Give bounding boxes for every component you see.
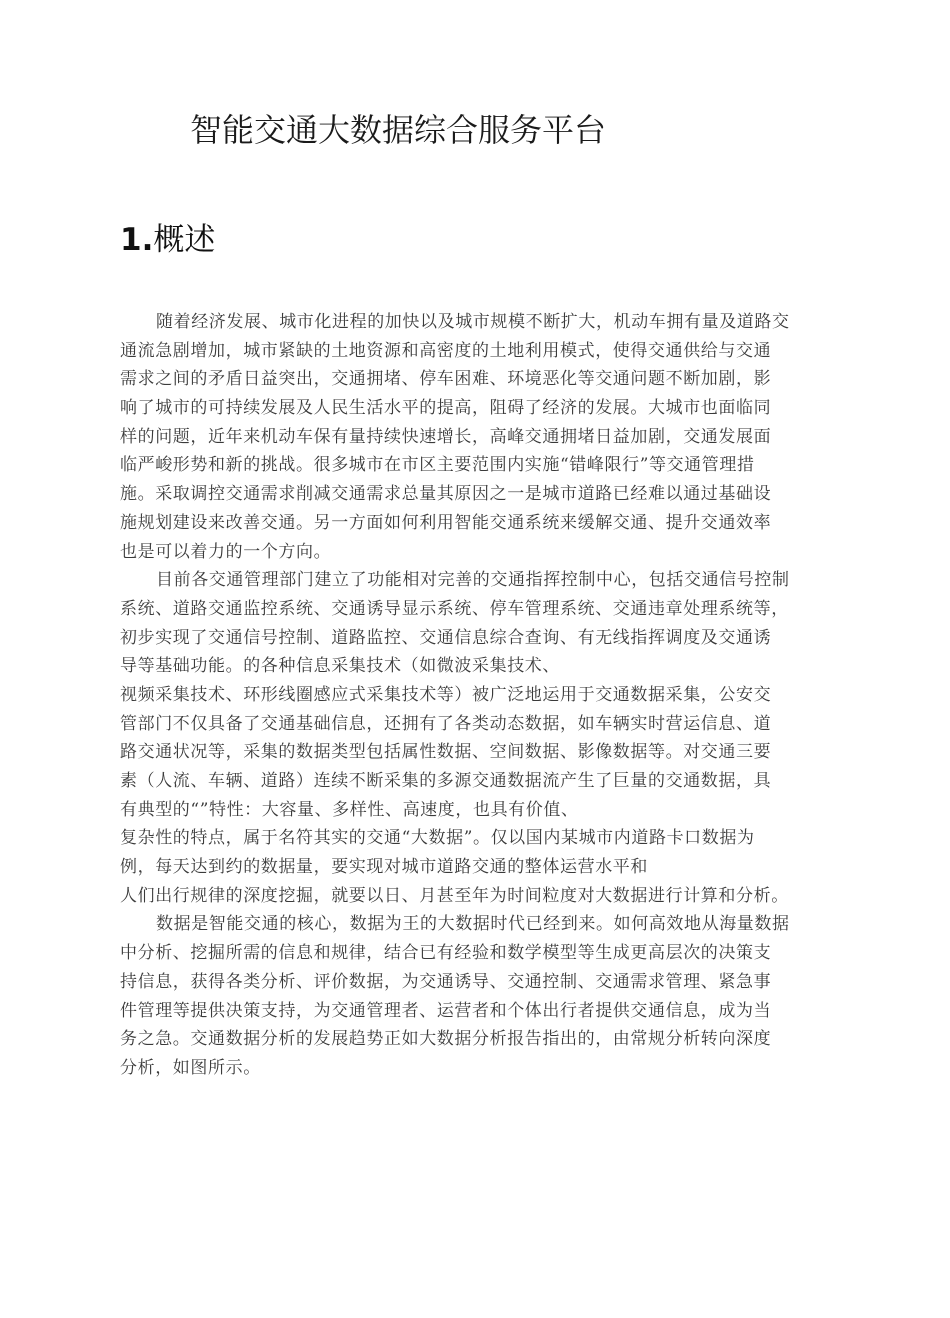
text-line: 系统、道路交通监控系统、交通诱导显示系统、停车管理系统、交通违章处理系统等，	[120, 598, 789, 619]
text-line: 目前各交通管理部门建立了功能相对完善的交通指挥控制中心，包括交通信号控制	[156, 570, 790, 591]
text-line: 例，每天达到约的数据量，要实现对城市道路交通的整体运营水平和	[120, 857, 648, 878]
text-line: 分析，如图所示。	[120, 1057, 261, 1078]
body-text	[120, 308, 840, 1083]
text-line: 需求之间的矛盾日益突出，交通拥堵、停车困难、环境恶化等交通问题不断加剧，影	[120, 369, 772, 390]
text-line: 复杂性的特点，属于名符其实的交通“大数据”。仅以国内某城市内道路卡口数据为	[120, 828, 755, 849]
document-title: 智能交通大数据综合服务平台	[190, 111, 607, 149]
text-line: 初步实现了交通信号控制、道路监控、交通信息综合查询、有无线指挥调度及交通诱	[120, 627, 772, 648]
text-line: 也是可以着力的一个方向。	[120, 541, 332, 562]
text-line: 响了城市的可持续发展及人民生活水平的提高，阻碍了经济的发展。大城市也面临同	[120, 398, 772, 419]
text-line: 路交通状况等，采集的数据类型包括属性数据、空间数据、影像数据等。对交通三要	[120, 742, 772, 763]
text-line: 施规划建设来改善交通。另一方面如何利用智能交通系统来缓解交通、提升交通效率	[120, 512, 772, 533]
section-title: 概述	[153, 222, 216, 258]
text-line: 临严峻形势和新的挑战。很多城市在市区主要范围内实施“错峰限行”等交通管理措	[120, 455, 755, 476]
text-line: 随着经济发展、城市化进程的加快以及城市规模不断扩大，机动车拥有量及道路交	[156, 312, 790, 332]
text-line: 中分析、挖掘所需的信息和规律，结合已有经验和数学模型等生成更高层次的决策支	[120, 943, 772, 964]
text-line: 素（人流、车辆、道路）连续不断采集的多源交通数据流产生了巨量的交通数据，具	[120, 771, 772, 791]
text-line: 视频采集技术、环形线圈感应式采集技术等）被广泛地运用于交通数据采集，公安交	[120, 684, 772, 705]
text-line: 导等基础功能。的各种信息采集技术（如微波采集技术、	[120, 656, 560, 677]
text-line: 件管理等提供决策支持，为交通管理者、运营者和个体出行者提供交通信息，成为当	[120, 1000, 772, 1021]
text-line: 施。采取调控交通需求削减交通需求总量其原因之一是城市道路已经难以通过基础设	[120, 484, 772, 505]
text-line: 样的问题，近年来机动车保有量持续快速增长，高峰交通拥堵日益加剧，交通发展面	[120, 426, 772, 447]
text-line: 数据是智能交通的核心，数据为王的大数据时代已经到来。如何高效地从海量数据	[156, 914, 790, 935]
text-line: 管部门不仅具备了交通基础信息，还拥有了各类动态数据，如车辆实时营运信息、道	[120, 713, 772, 734]
section-heading	[120, 218, 215, 262]
text-line: 务之急。交通数据分析的发展趋势正如大数据分析报告指出的，由常规分析转向深度	[120, 1029, 772, 1050]
section-number: 1.	[120, 222, 154, 258]
text-line: 有典型的“”特性：大容量、多样性、高速度，也具有价值、	[120, 799, 579, 820]
text-line: 人们出行规律的深度挖掘，就要以日、月甚至年为时间粒度对大数据进行计算和分析。	[120, 885, 789, 906]
text-line: 持信息，获得各类分析、评价数据，为交通诱导、交通控制、交通需求管理、紧急事	[120, 971, 772, 992]
text-line: 通流急剧增加，城市紧缺的土地资源和高密度的土地利用模式，使得交通供给与交通	[120, 340, 772, 361]
